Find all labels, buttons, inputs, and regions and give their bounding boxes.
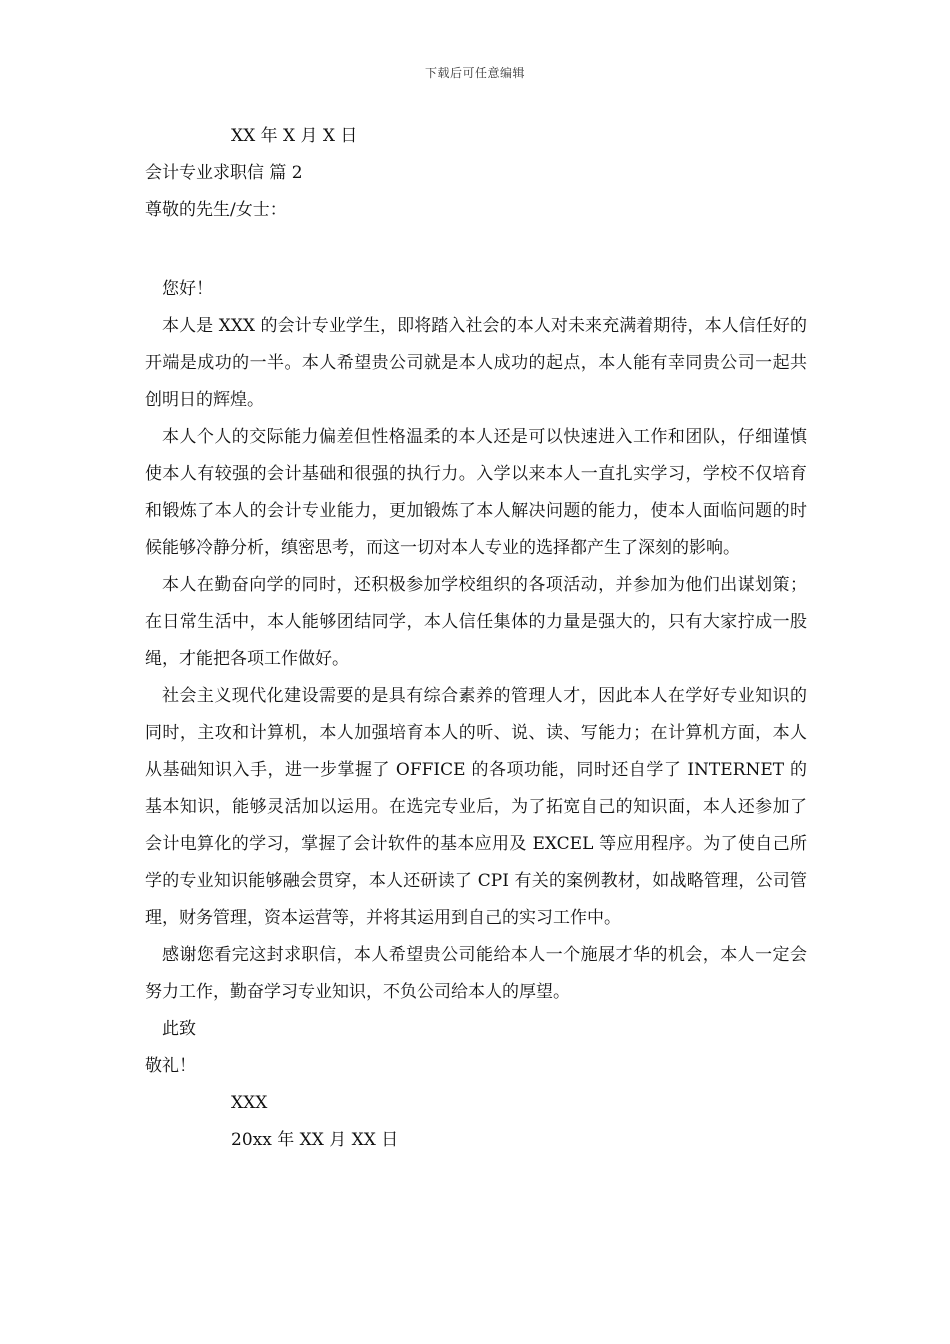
letter-body — [145, 118, 807, 1159]
paragraph-4: 社会主义现代化建设需要的是具有综合素养的管理人才，因此本人在学好专业知识的同时，主攻和计算机，本人加强培育本人的听、说、读、写能力；在计算机方面，本人从基础知识入手，进一步掌握了 OFFICE 的各项功能，同时还自学了 INTERNET 的基本知识，能够灵活加以运用。在选完专业后，为了拓宽自己的知识面，本人还参加了会计电算化的学习，掌握了会计软件的基本应用及 EXCEL 等应用程序。为了使自己所学的专业知识能够融会贯穿，本人还研读了 CPI 有关的案例教材，如战略管理，公司管理，财务管理，资本运营等，并将其运用到自己的实习工作中。 — [145, 686, 807, 928]
closing-line-1: 此致 — [162, 1019, 196, 1039]
paragraph-5: 感谢您看完这封求职信，本人希望贵公司能给本人一个施展才华的机会，本人一定会努力工作，勤奋学习专业知识，不负公司给本人的厚望。 — [145, 945, 807, 1002]
paragraph-1: 本人是 XXX 的会计专业学生，即将踏入社会的本人对未来充满着期待，本人信任好的开端是成功的一半。本人希望贵公司就是本人成功的起点，本人能有幸同贵公司一起共创明日的辉煌。 — [145, 316, 807, 410]
salutation: 尊敬的先生/女士： — [145, 200, 287, 220]
blank-line — [145, 229, 807, 271]
paragraph-3: 本人在勤奋向学的同时，还积极参加学校组织的各项活动，并参加为他们出谋划策；在日常生活中，本人能够团结同学，本人信任集体的力量是强大的，只有大家拧成一股绳，才能把各项工作做好。 — [145, 575, 807, 669]
paragraph-2: 本人个人的交际能力偏差但性格温柔的本人还是可以快速进入工作和团队，仔细谨慎使本人有较强的会计基础和很强的执行力。入学以来本人一直扎实学习，学校不仅培育和锻炼了本人的会计专业能力，更加锻炼了本人解决问题的能力，使本人面临问题的时候能够冷静分析，缜密思考，而这一切对本人专业的选择都产生了深刻的影响。 — [145, 427, 807, 558]
signature-name: XXX — [231, 1093, 268, 1113]
closing-line-2: 敬礼！ — [145, 1056, 196, 1076]
header-note: 下载后可任意编辑 — [424, 66, 525, 80]
greeting: 您好！ — [162, 279, 213, 299]
top-date: XX 年 X 月 X 日 — [231, 126, 358, 146]
letter-title: 会计专业求职信 篇 2 — [145, 163, 303, 183]
signature-date: 20xx 年 XX 月 XX 日 — [231, 1130, 399, 1150]
